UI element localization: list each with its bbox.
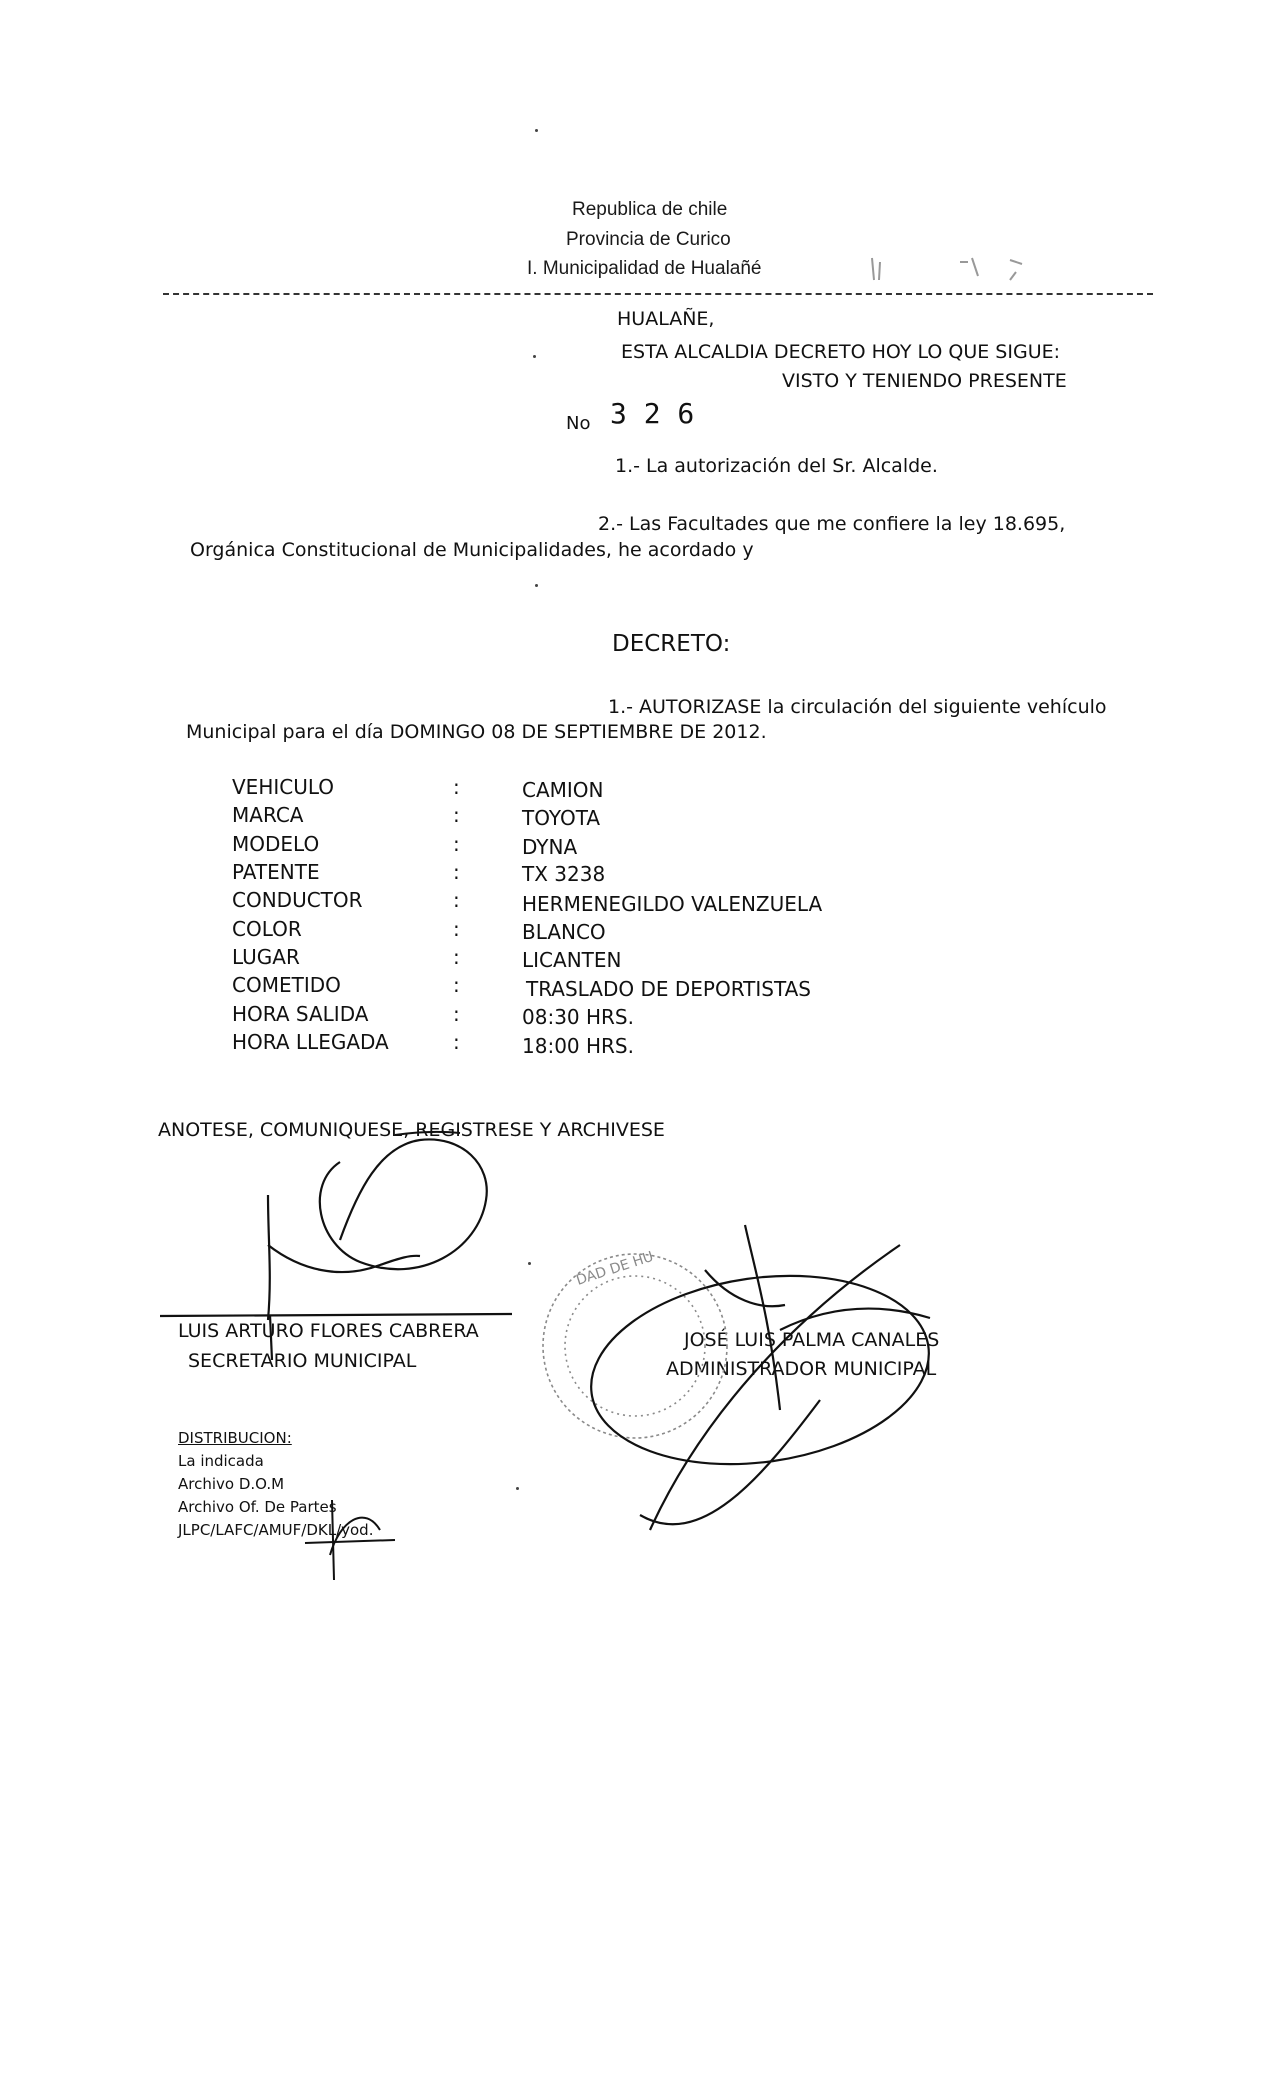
field-value: LICANTEN (522, 948, 622, 972)
field-colon: : (453, 1002, 460, 1026)
scan-speck (528, 1262, 531, 1265)
field-colon: : (453, 832, 460, 856)
field-colon: : (453, 945, 460, 969)
field-label: HORA LLEGADA (232, 1030, 389, 1054)
decree-number: 3 2 6 (610, 397, 695, 430)
distribution-line: JLPC/LAFC/AMUF/DKL/yod. (178, 1521, 374, 1539)
field-value: DYNA (522, 835, 578, 859)
distribution-line: Archivo Of. De Partes (178, 1498, 337, 1516)
visto-line: VISTO Y TENIENDO PRESENTE (782, 370, 1067, 392)
decree-title: DECRETO: (612, 631, 731, 657)
field-value: TOYOTA (522, 806, 601, 830)
decree-item-1b: Municipal para el día DOMINGO 08 DE SEPTIEMBRE DE 2012. (186, 721, 767, 743)
field-label: LUGAR (232, 945, 300, 969)
field-value: CAMION (522, 778, 604, 802)
header-divider (163, 293, 1153, 295)
decree-number-prefix: No (566, 413, 591, 434)
scan-speck (535, 584, 538, 587)
field-label: HORA SALIDA (232, 1002, 369, 1026)
field-value: HERMENEGILDO VALENZUELA (522, 892, 823, 916)
svg-text:DAD DE HU: DAD DE HU (574, 1248, 656, 1289)
header-province: Provincia de Curico (566, 229, 731, 250)
field-label: COLOR (232, 917, 302, 941)
intro-line: ESTA ALCALDIA DECRETO HOY LO QUE SIGUE: (621, 341, 1061, 363)
field-label: PATENTE (232, 860, 320, 884)
decree-item-1a: 1.- AUTORIZASE la circulación del siguiente vehículo (608, 696, 1107, 718)
field-label: MARCA (232, 803, 304, 827)
field-label: MODELO (232, 832, 320, 856)
right-signatory-role: ADMINISTRADOR MUNICIPAL (666, 1358, 937, 1380)
header-scan-marks (872, 258, 1022, 280)
field-value: 18:00 HRS. (522, 1034, 634, 1058)
scan-speck (535, 129, 538, 132)
header-country: Republica de chile (572, 199, 728, 220)
closing-line: ANOTESE, COMUNIQUESE, REGISTRESE Y ARCHIVESE (158, 1119, 665, 1141)
field-colon: : (453, 888, 460, 912)
field-label: CONDUCTOR (232, 888, 363, 912)
field-colon: : (453, 860, 460, 884)
field-colon: : (453, 775, 460, 799)
field-value: TRASLADO DE DEPORTISTAS (526, 977, 811, 1001)
scan-speck (533, 355, 536, 358)
field-label: VEHICULO (232, 775, 335, 799)
place-line: HUALAÑE, (617, 308, 715, 330)
header-municipality: I. Municipalidad de Hualañé (527, 258, 762, 279)
preamble-item-1: 1.- La autorización del Sr. Alcalde. (615, 455, 938, 477)
distribution-title: DISTRIBUCION: (178, 1429, 292, 1447)
left-signatory-role: SECRETARIO MUNICIPAL (188, 1350, 417, 1372)
field-colon: : (453, 803, 460, 827)
preamble-item-2a: 2.- Las Facultades que me confiere la ley 18.695, (598, 513, 1066, 535)
field-label: COMETIDO (232, 973, 341, 997)
field-value: 08:30 HRS. (522, 1005, 634, 1029)
right-signatory-name: JOSÉ LUIS PALMA CANALES (684, 1329, 940, 1351)
field-colon: : (453, 973, 460, 997)
scan-speck (516, 1487, 519, 1490)
field-value: TX 3238 (522, 862, 606, 886)
left-signatory-name: LUIS ARTURO FLORES CABRERA (178, 1320, 479, 1342)
field-colon: : (453, 917, 460, 941)
field-colon: : (453, 1030, 460, 1054)
preamble-item-2b: Orgánica Constitucional de Municipalidades, he acordado y (190, 539, 754, 561)
field-value: BLANCO (522, 920, 606, 944)
distribution-line: La indicada (178, 1452, 264, 1470)
distribution-line: Archivo D.O.M (178, 1475, 285, 1493)
